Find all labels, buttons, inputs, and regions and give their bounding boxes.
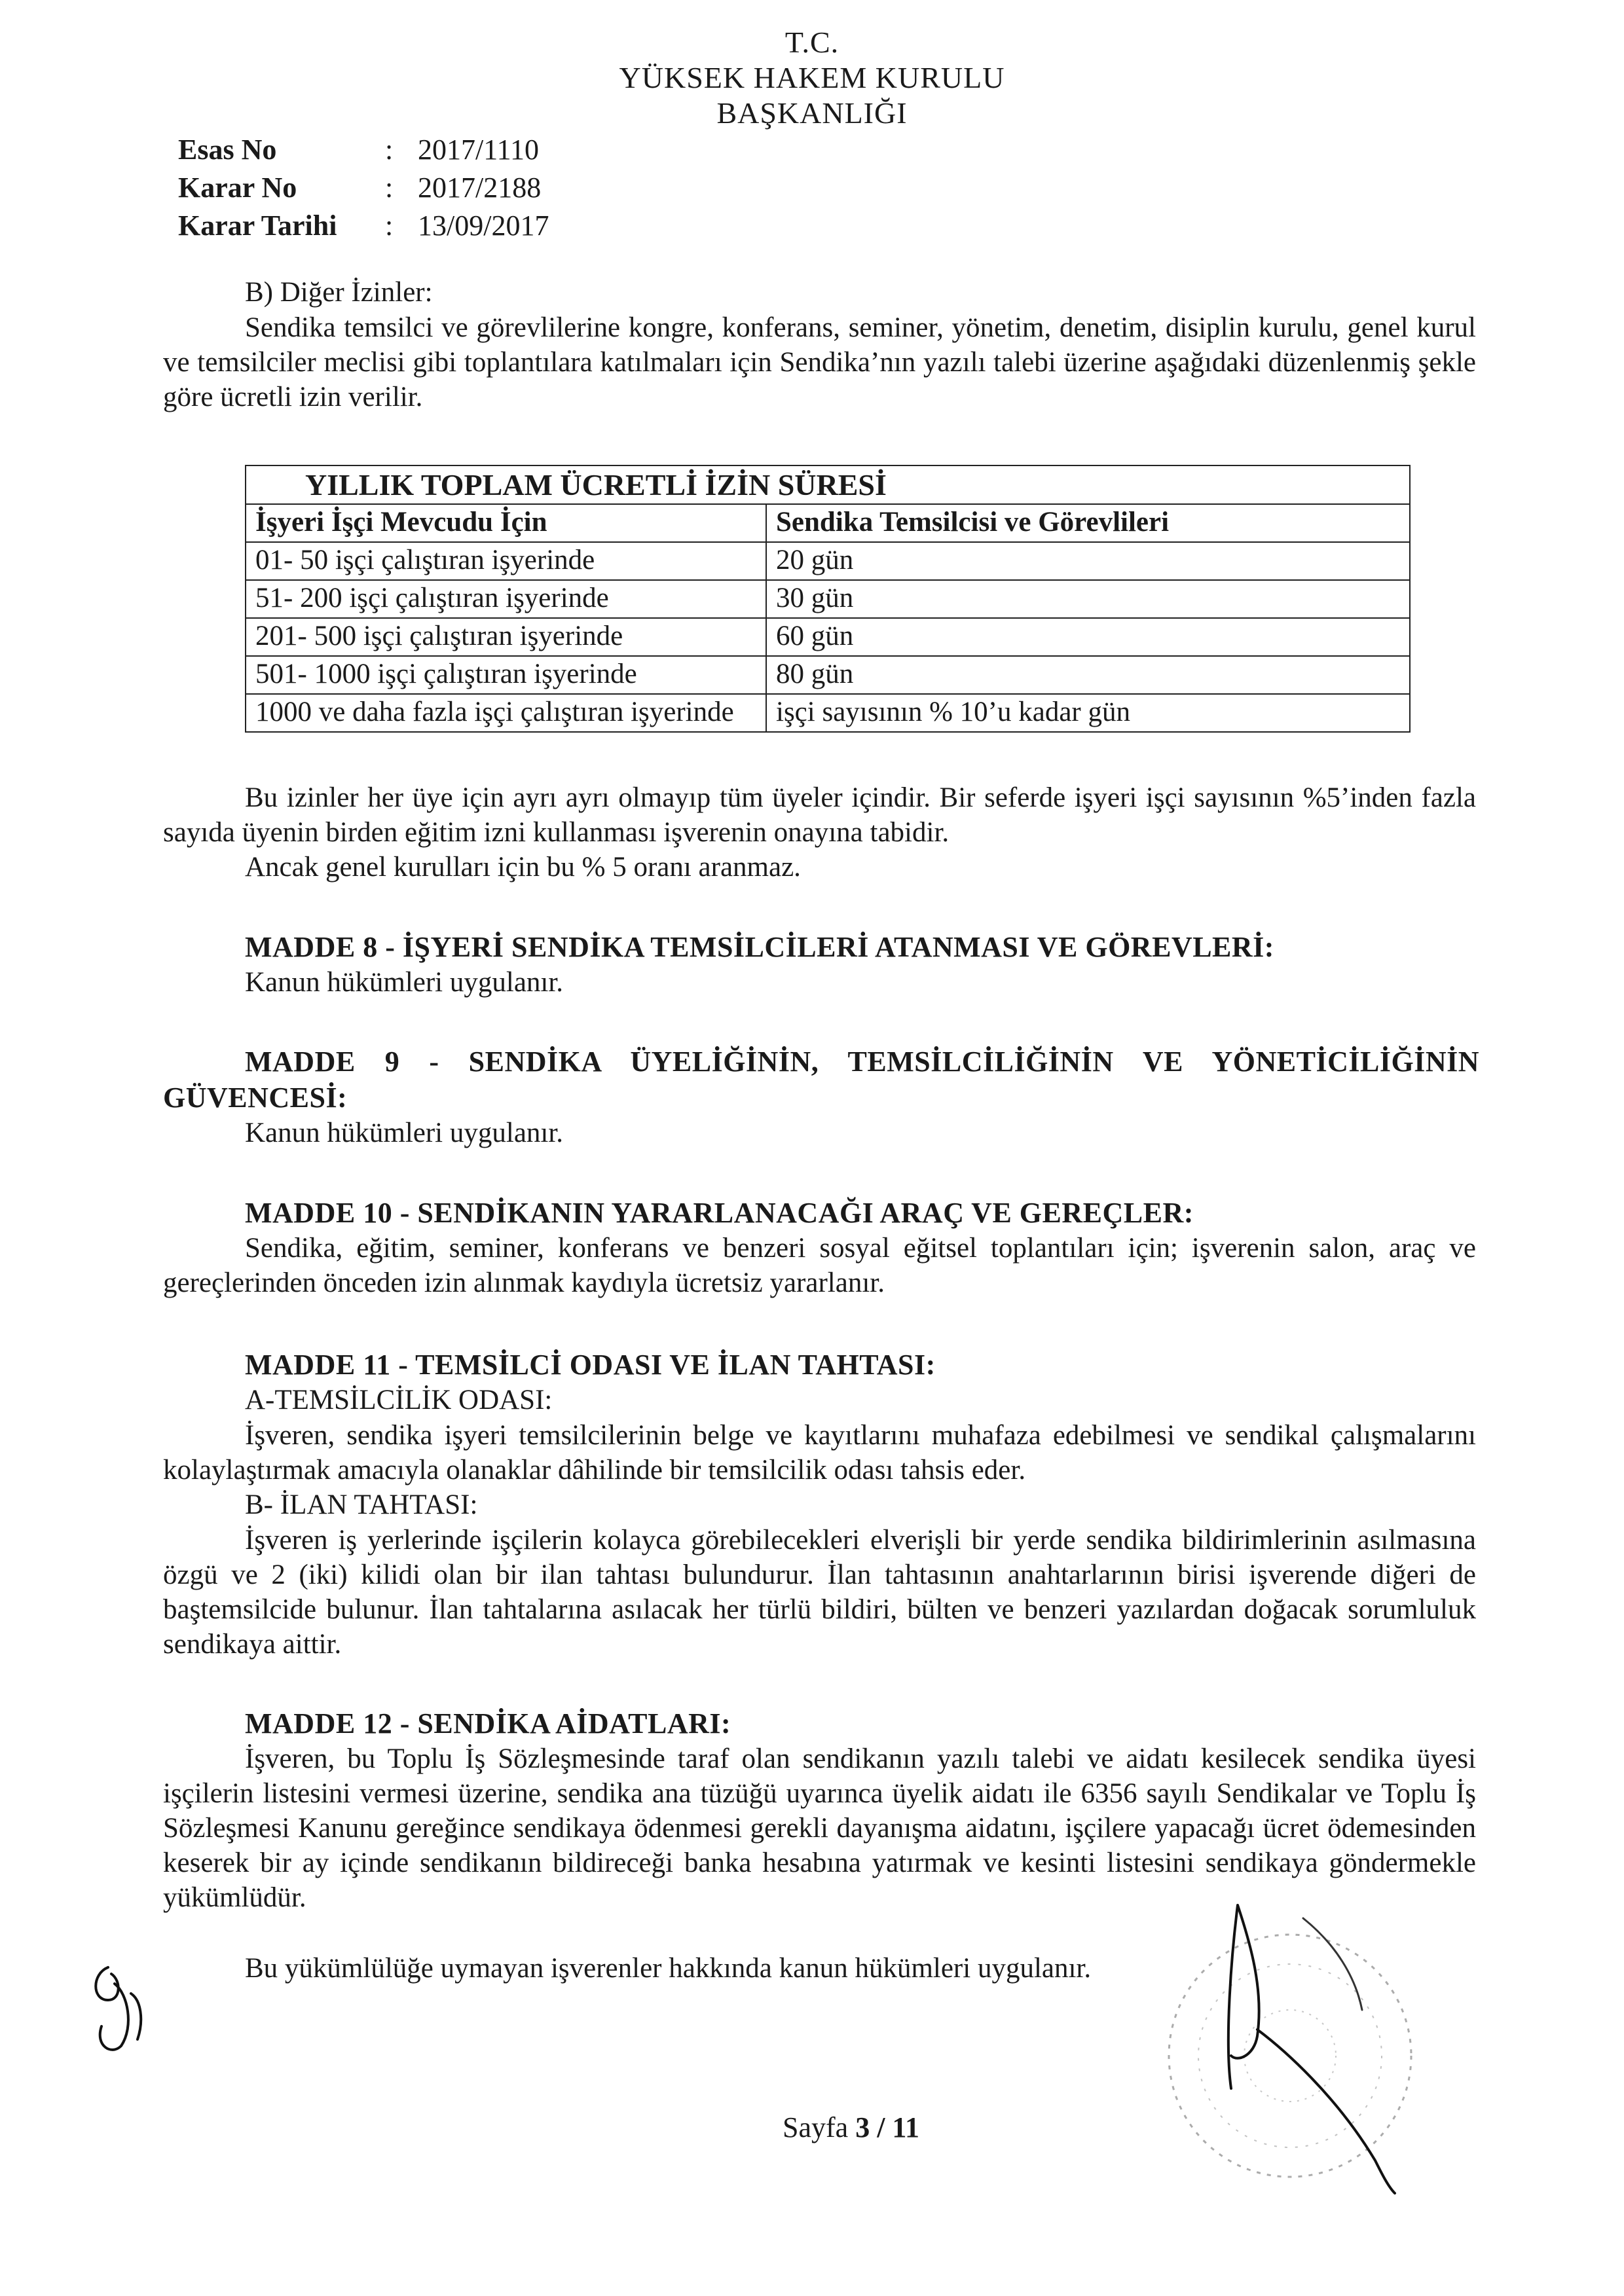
meta-value: 2017/1110: [418, 134, 539, 166]
meta-colon: :: [385, 172, 394, 204]
table-row: [246, 694, 1410, 732]
meta-esas: [178, 131, 549, 169]
official-seal-with-signature: [1139, 1879, 1447, 2219]
table-row: [246, 656, 1410, 694]
meta-label: Karar No: [178, 172, 297, 204]
madde-12-text: İşveren, bu Toplu İş Sözleşmesinde taraf olan sendikanın yazılı talebi ve aidatı kesilecek sendika üyesi işçilerin listesini vermesi üzerine, sendika ana tüzüğü uyarınca üyelik aidatı ile 6356 sayılı Sendikalar ve Toplu İş Sözleşmesi Kanunu gereğince sendikaya ödenmesi gerekli dayanışma aidatını, işçilere yapacağı ücret ödemesinden keserek bir ay içinde sendikanın bildireceği banka hesabına yatırmak ve kesinti listesini sendikaya göndermekle yükümlüdür.: [163, 1743, 1476, 1913]
table-row: [246, 542, 1410, 580]
madde-11-a-title: A-TEMSİLCİLİK ODASI:: [245, 1385, 553, 1415]
table-row: [246, 580, 1410, 618]
footer-prefix: Sayfa: [783, 2111, 856, 2143]
meta-colon: :: [385, 134, 394, 166]
madde-8-text: Kanun hükümleri uygulanır.: [245, 967, 564, 998]
table-cell: 60 gün: [766, 618, 1410, 656]
meta-value: 2017/2188: [418, 172, 542, 204]
meta-karar: [178, 169, 549, 207]
madde-11-b-title: B- İLAN TAHTASI:: [245, 1489, 478, 1520]
madde-11-heading: MADDE 11 - TEMSİLCİ ODASI VE İLAN TAHTASI:: [245, 1349, 936, 1381]
meta-value: 13/09/2017: [418, 210, 549, 242]
table-cell: 51- 200 işçi çalıştıran işyerinde: [246, 580, 766, 618]
meta-tarih: [178, 207, 549, 245]
madde-11-b-text: İşveren iş yerlerinde işçilerin kolayca görebilecekleri elverişli bir yerde sendika bildirimlerinin asılmasına özgü ve 2 (iki) kilidi olan bir ilan tahtası bulundurur. İlan tahtasının anahtarlarının birisi işverende diğeri de baştemsilcide bulunur. İlan tahtalarına asılacak her türlü bildiri, bülten ve benzeri yazılardan doğacak sorumluluk sendikaya aittir.: [163, 1525, 1476, 1660]
madde-11-a-text: İşveren, sendika işyeri temsilcilerinin belge ve kayıtlarını muhafaza edebilmesi ve sendikal çalışmalarını kolaylaştırmak amacıyla olanaklar dâhilinde bir temsilcilik odası tahsis eder.: [163, 1420, 1476, 1485]
table-cell: 501- 1000 işçi çalıştıran işyerinde: [246, 656, 766, 694]
decision-meta: [178, 131, 549, 245]
madde-12-heading: MADDE 12 - SENDİKA AİDATLARI:: [245, 1707, 731, 1740]
table-cell: 20 gün: [766, 542, 1410, 580]
header-institution: YÜKSEK HAKEM KURULU: [619, 61, 1005, 94]
madde-10-heading: MADDE 10 - SENDİKANIN YARARLANACAĞI ARAÇ VE GEREÇLER:: [245, 1197, 1194, 1229]
madde-9-heading: MADDE 9 - SENDİKA ÜYELİĞİNİN, TEMSİLCİLİĞİNİN VE YÖNETİCİLİĞİNİN GÜVENCESİ:: [163, 1046, 1479, 1114]
madde-9-text: Kanun hükümleri uygulanır.: [245, 1118, 564, 1148]
footer-page-number: 3: [855, 2111, 870, 2143]
table-header-row: [246, 504, 1410, 542]
table-cell: işçi sayısının % 10’u kadar gün: [766, 694, 1410, 732]
after-table-paragraph: Bu izinler her üye için ayrı ayrı olmayıp tüm üyeler içindir. Bir seferde işyeri işçi sayısının %5’inden fazla sayıda üyenin birden eğitim izni kullanması işverenin onayına tabidir.: [163, 782, 1476, 848]
table-cell: 201- 500 işçi çalıştıran işyerinde: [246, 618, 766, 656]
table-header-col1: İşyeri İşçi Mevcudu İçin: [246, 504, 766, 542]
meta-label: Esas No: [178, 134, 277, 166]
madde-10-text: Sendika, eğitim, seminer, konferans ve benzeri sosyal eğitsel toplantıları için; işverenin salon, araç ve gereçlerinden önceden izin alınmak kaydıyla ücretsiz yararlanır.: [163, 1233, 1476, 1298]
meta-colon: :: [385, 210, 394, 242]
table-title: YILLIK TOPLAM ÜCRETLİ İZİN SÜRESİ: [246, 465, 1410, 504]
table-title-row: [246, 465, 1410, 504]
table-cell: 01- 50 işçi çalıştıran işyerinde: [246, 542, 766, 580]
table-row: [246, 618, 1410, 656]
after-table-note: Ancak genel kurulları için bu % 5 oranı aranmaz.: [245, 852, 801, 883]
handwritten-initial-mark: [82, 1954, 154, 2059]
header-line-tc: T.C.: [784, 26, 840, 59]
section-b-text: Sendika temsilci ve görevlilerine kongre, konferans, seminer, yönetim, denetim, disiplin kurulu, genel kurul ve temsilciler meclisi gibi toplantılara katılmaları için Sendika’nın yazılı talebi üzerine aşağıdaki düzenlenmiş şekle göre ücretli izin verilir.: [163, 312, 1476, 412]
leave-table: [245, 465, 1411, 733]
table-cell: 1000 ve daha fazla işçi çalıştıran işyerinde: [246, 694, 766, 732]
table-header-col2: Sendika Temsilcisi ve Görevlileri: [766, 504, 1410, 542]
section-b-title: B) Diğer İzinler:: [245, 277, 433, 308]
footer-separator: /: [870, 2111, 893, 2143]
table-cell: 80 gün: [766, 656, 1410, 694]
madde-8-heading: MADDE 8 - İŞYERİ SENDİKA TEMSİLCİLERİ ATANMASI VE GÖREVLERİ:: [245, 931, 1274, 963]
table-cell: 30 gün: [766, 580, 1410, 618]
meta-label: Karar Tarihi: [178, 210, 337, 242]
madde-12-closing: Bu yükümlülüğe uymayan işverenler hakkında kanun hükümleri uygulanır.: [245, 1953, 1092, 1984]
header-baskanlik: BAŞKANLIĞI: [716, 96, 908, 130]
footer-page-total: 11: [892, 2111, 919, 2143]
page-footer: [783, 2111, 919, 2144]
